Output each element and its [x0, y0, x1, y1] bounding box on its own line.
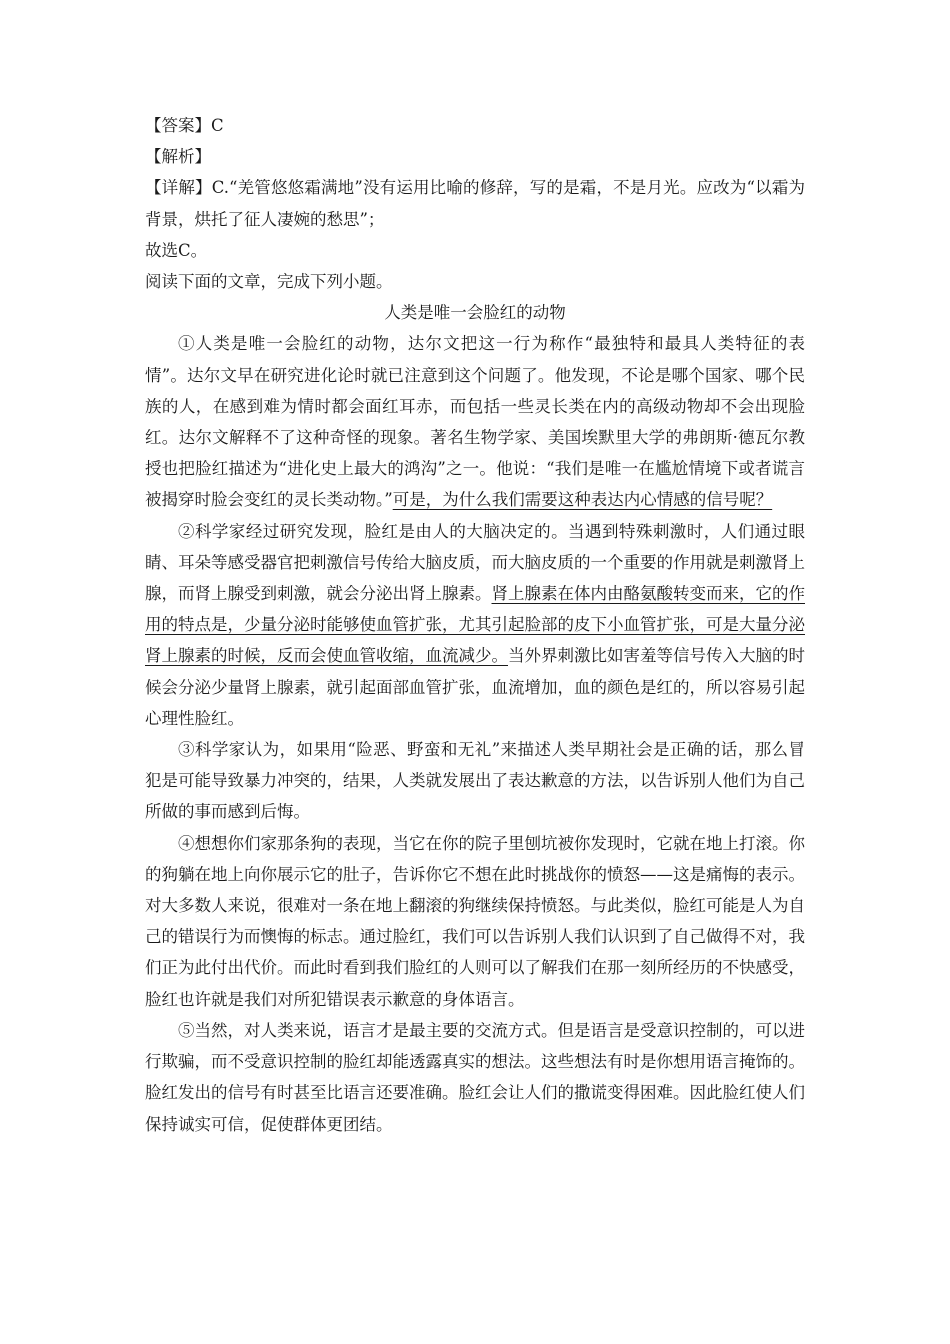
article-paragraph-5: ⑤当然，对人类来说，语言才是最主要的交流方式。但是语言是受意识控制的，可以进行欺骗，而不受意识控制的脸红却能透露真实的想法。这些想法有时是你想用语言掩饰的。脸红发出的信号有时甚至比语言还要准确。脸红会让人们的撒谎变得困难。因此脸红使人们保持诚实可信，促使群体更团结。 — [145, 1020, 805, 1134]
paragraph-2-text-after: 当外界刺激比如害羞等信号传入大脑的时候会分泌少量肾上腺素，就引起面部血管扩张，血流增加，血的颜色是红的，所以容易引起心理性脸红。 — [145, 646, 805, 728]
reading-instruction: 阅读下面的文章，完成下列小题。 — [145, 272, 393, 292]
paragraph-1-text: ①人类是唯一会脸红的动物，达尔文把这一行为称作“最独特和最具人类特征的表情”。达尔文早在研究进化论时就已注意到这个问题了。他发现，不论是哪个国家、哪个民族的人，在感到难为情时都会面红耳赤，而包括一些灵长类在内的高级动物却不会出现脸红。达尔文解释不了这种奇怪的现象。著名生物学家、美国埃默里大学的弗朗斯·德瓦尔教授也把脸红描述为“进化史上最大的鸿沟”之一。他说：“我们是唯一在尴尬情境下或者谎言被揭穿时脸会变红的灵长类动物。” — [145, 334, 805, 510]
analysis-label: 【解析】 — [145, 147, 211, 167]
detail-text: C.“羌管悠悠霜满地”没有运用比喻的修辞，写的是霜，不是月光。应改为“以霜为背景，烘托了征人凄婉的愁思”； — [145, 178, 806, 229]
article-paragraph-2 — [145, 516, 805, 734]
detail-label: 【详解】 — [145, 178, 212, 198]
paragraph-1-underlined-question: 可是，为什么我们需要这种表达内心情感的信号呢？ — [392, 490, 773, 510]
paragraph-2-text-before: ②科学家经过研究发现，脸红是由人的大脑决定的。当遇到特殊刺激时，人们通过眼睛、耳朵等感受器官把刺激信号传给大脑皮质，而大脑皮质的一个重要的作用就是刺激肾上腺，而肾上腺受到刺激，就会分泌出肾上腺素。 — [145, 521, 805, 604]
article-title: 人类是唯一会脸红的动物 — [384, 303, 566, 323]
paragraph-2-underlined-sentence: 肾上腺素在体内由酪氨酸转变而来，它的作用的特点是，少量分泌时能够使血管扩张，尤其引起脸部的皮下小血管扩张，可是大量分泌肾上腺素的时候，反而会使血管收缩，血流减少。 — [145, 584, 805, 666]
article-paragraph-1 — [145, 328, 805, 515]
detail-paragraph — [145, 172, 805, 234]
answer-label: 【答案】 — [145, 116, 211, 135]
article-paragraph-4: ④想想你们家那条狗的表现，当它在你的院子里刨坑被你发现时，它就在地上打滚。你的狗躺在地上向你展示它的肚子，告诉你它不想在此时挑战你的愤怒——这是痛悔的表示。对大多数人来说，很难对一条在地上翻滚的狗继续保持愤怒。与此类似，脸红可能是人为自己的错误行为而懊悔的标志。通过脸红，我们可以告诉别人我们认识到了自己做得不对，我们正为此付出代价。而此时看到我们脸红的人则可以了解我们在那一刻所经历的不快感受，脸红也许就是我们对所犯错误表示歉意的身体语言。 — [145, 833, 805, 1009]
document-page — [145, 110, 805, 1140]
answer-value: C — [211, 116, 224, 135]
conclusion-text: 故选C。 — [145, 240, 208, 260]
article-paragraph-3: ③科学家认为，如果用“险恶、野蛮和无礼”来描述人类早期社会是正确的话，那么冒犯是可能导致暴力冲突的，结果，人类就发展出了表达歉意的方法，以告诉别人他们为自己所做的事而感到后悔。 — [145, 740, 805, 822]
answer-line — [145, 110, 805, 141]
